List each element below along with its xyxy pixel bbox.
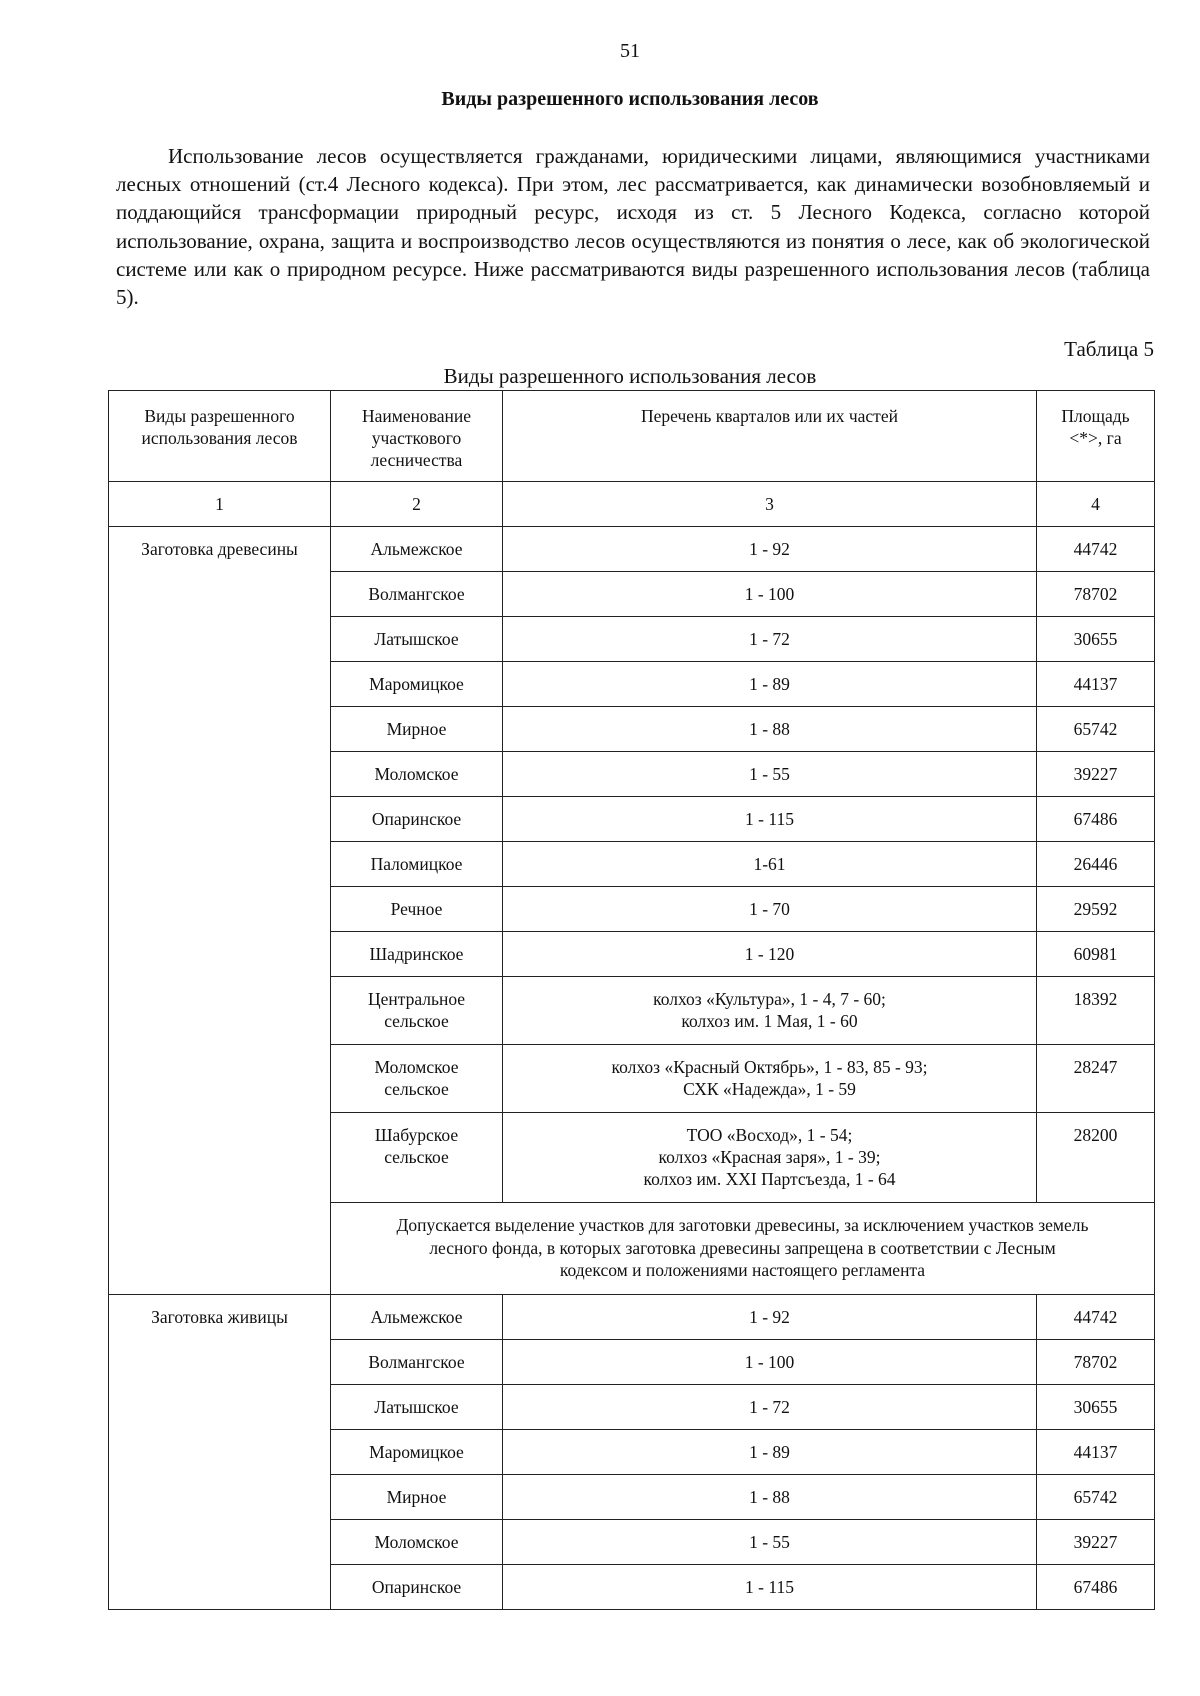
forestry-cell	[331, 1045, 503, 1113]
area-cell: 29592	[1037, 887, 1155, 932]
quarters-cell-line: колхоз «Культура», 1 - 4, 7 - 60;	[653, 989, 886, 1009]
quarters-cell	[503, 1475, 1037, 1520]
page-number: 51	[620, 40, 640, 62]
column-number-cell: 3	[503, 482, 1037, 527]
quarters-cell	[503, 932, 1037, 977]
quarters-cell-line: 1 - 120	[744, 944, 795, 964]
area-cell: 67486	[1037, 797, 1155, 842]
forestry-cell-line: Волмангское	[368, 584, 465, 604]
area-cell: 65742	[1037, 1475, 1155, 1520]
forestry-cell-line: Маромицкое	[369, 1442, 464, 1462]
forestry-cell	[331, 572, 503, 617]
forestry-cell-line: Моломское	[374, 764, 459, 784]
forestry-cell	[331, 707, 503, 752]
forestry-cell-line: Паломицкое	[370, 854, 463, 874]
quarters-cell-line: колхоз им. XXI Партсъезда, 1 - 64	[643, 1169, 896, 1189]
quarters-cell-line: колхоз «Красная заря», 1 - 39;	[658, 1147, 881, 1167]
quarters-cell-line: 1 - 89	[749, 1442, 790, 1462]
forestry-cell-line: Центральное	[367, 989, 466, 1009]
note-cell-line: лесного фонда, в которых заготовка древесины запрещена в соответствии с Лесным	[429, 1237, 1056, 1258]
quarters-cell	[503, 977, 1037, 1045]
forestry-cell	[331, 527, 503, 572]
quarters-cell	[503, 527, 1037, 572]
area-cell: 44742	[1037, 1295, 1155, 1340]
area-cell: 26446	[1037, 842, 1155, 887]
quarters-cell-line: колхоз «Красный Октябрь», 1 - 83, 85 - 93;	[611, 1057, 928, 1077]
quarters-cell-line: 1 - 88	[749, 1487, 790, 1507]
forestry-cell-line: Альмежское	[370, 539, 463, 559]
quarters-cell	[503, 797, 1037, 842]
quarters-cell	[503, 842, 1037, 887]
forestry-cell	[331, 1565, 503, 1610]
use-type-cell: Заготовка живицы	[109, 1295, 331, 1610]
header-cell	[503, 391, 1037, 482]
quarters-cell	[503, 1385, 1037, 1430]
header-cell-line: использования лесов	[141, 428, 298, 448]
table-caption: Виды разрешенного использования лесов	[443, 364, 817, 388]
intro-paragraph: Использование лесов осуществляется гражданами, юридическими лицами, являющимися участниками лесных отношений (ст.4 Лесного кодекса). При этом, лес рассматривается, как динамически возобновляемый и поддающийся трансформации природный ресурс, исходя из ст. 5 Лесного Кодекса, согласно которой использование, охрана, защита и воспроизводство лесов осуществляются из понятия о лесе, как об экологической системе или как о природном ресурсе. Ниже рассматриваются виды разрешенного использования лесов (таблица 5).	[116, 144, 1150, 310]
quarters-cell	[503, 1520, 1037, 1565]
forestry-cell-line: Опаринское	[371, 809, 462, 829]
forestry-cell-line: Мирное	[386, 719, 447, 739]
forestry-cell-line: Мирное	[386, 1487, 447, 1507]
forestry-cell	[331, 662, 503, 707]
quarters-cell-line: 1-61	[753, 854, 786, 874]
forestry-cell-line: Волмангское	[368, 1352, 465, 1372]
header-cell	[1037, 391, 1155, 482]
forestry-cell	[331, 1295, 503, 1340]
forestry-cell-line: сельское	[384, 1079, 449, 1099]
area-cell: 67486	[1037, 1565, 1155, 1610]
forest-use-table	[108, 390, 1155, 1610]
forestry-cell-line: Маромицкое	[369, 674, 464, 694]
quarters-cell-line: СХК «Надежда», 1 - 59	[683, 1079, 856, 1099]
quarters-cell	[503, 1295, 1037, 1340]
quarters-cell	[503, 707, 1037, 752]
quarters-cell-line: 1 - 70	[749, 899, 790, 919]
section-title: Виды разрешенного использования лесов	[441, 88, 819, 110]
header-cell-line: Виды разрешенного	[144, 406, 295, 426]
quarters-cell-line: 1 - 72	[749, 629, 790, 649]
forestry-cell-line: Моломское	[374, 1057, 459, 1077]
forestry-cell	[331, 842, 503, 887]
area-cell: 39227	[1037, 1520, 1155, 1565]
quarters-cell-line: 1 - 89	[749, 674, 790, 694]
forestry-cell-line: Моломское	[374, 1532, 459, 1552]
quarters-cell-line: ТОО «Восход», 1 - 54;	[686, 1125, 853, 1145]
quarters-cell-line: 1 - 100	[744, 584, 795, 604]
header-cell-line: лесничества	[370, 450, 463, 470]
table-row	[109, 1295, 1155, 1340]
area-cell: 78702	[1037, 572, 1155, 617]
column-number-row	[109, 482, 1155, 527]
forestry-cell	[331, 1340, 503, 1385]
quarters-cell-line: 1 - 88	[749, 719, 790, 739]
area-cell: 78702	[1037, 1340, 1155, 1385]
forestry-cell-line: сельское	[384, 1011, 449, 1031]
quarters-cell-line: 1 - 100	[744, 1352, 795, 1372]
quarters-cell-line: 1 - 115	[745, 1577, 794, 1597]
quarters-cell	[503, 1430, 1037, 1475]
quarters-cell-line: 1 - 55	[749, 764, 790, 784]
area-cell: 65742	[1037, 707, 1155, 752]
area-cell: 44742	[1037, 527, 1155, 572]
quarters-cell	[503, 617, 1037, 662]
area-cell: 28200	[1037, 1113, 1155, 1203]
forestry-cell-line: Альмежское	[370, 1307, 463, 1327]
area-cell: 39227	[1037, 752, 1155, 797]
forestry-cell	[331, 752, 503, 797]
forestry-cell	[331, 1430, 503, 1475]
table-row	[109, 527, 1155, 572]
header-cell	[331, 391, 503, 482]
forestry-cell-line: Шадринское	[369, 944, 464, 964]
quarters-cell-line: 1 - 55	[749, 1532, 790, 1552]
forestry-cell-line: Шабурское	[374, 1125, 459, 1145]
note-cell-line: Допускается выделение участков для заготовки древесины, за исключением участков земель	[396, 1215, 1089, 1235]
table-header-row	[109, 391, 1155, 482]
area-cell: 60981	[1037, 932, 1155, 977]
quarters-cell	[503, 572, 1037, 617]
forestry-cell	[331, 1385, 503, 1430]
header-cell-line: Наименование	[361, 406, 472, 426]
forestry-cell-line: Речное	[390, 899, 443, 919]
quarters-cell	[503, 752, 1037, 797]
quarters-cell	[503, 1113, 1037, 1203]
use-type-cell: Заготовка древесины	[109, 527, 331, 1295]
quarters-cell	[503, 1045, 1037, 1113]
forestry-cell-line: Опаринское	[371, 1577, 462, 1597]
column-number-cell: 1	[109, 482, 331, 527]
column-number-cell: 2	[331, 482, 503, 527]
forestry-cell-line: сельское	[384, 1147, 449, 1167]
forestry-cell	[331, 887, 503, 932]
forestry-cell	[331, 617, 503, 662]
forestry-cell	[331, 797, 503, 842]
forestry-cell	[331, 1113, 503, 1203]
forestry-cell	[331, 977, 503, 1045]
quarters-cell	[503, 887, 1037, 932]
note-cell	[331, 1203, 1155, 1295]
area-cell: 44137	[1037, 662, 1155, 707]
area-cell: 28247	[1037, 1045, 1155, 1113]
forestry-cell	[331, 1520, 503, 1565]
quarters-cell-line: 1 - 115	[745, 809, 794, 829]
forestry-cell-line: Латышское	[374, 1397, 459, 1417]
header-cell	[109, 391, 331, 482]
area-cell: 30655	[1037, 1385, 1155, 1430]
forestry-cell	[331, 1475, 503, 1520]
note-cell-line: кодексом и положениями настоящего регламента	[559, 1260, 926, 1280]
header-cell-line: Перечень кварталов или их частей	[641, 406, 898, 426]
table-label: Таблица 5	[1064, 337, 1154, 361]
area-cell: 18392	[1037, 977, 1155, 1045]
area-cell: 44137	[1037, 1430, 1155, 1475]
column-number-cell: 4	[1037, 482, 1155, 527]
quarters-cell-line: колхоз им. 1 Мая, 1 - 60	[681, 1011, 858, 1031]
quarters-cell	[503, 1340, 1037, 1385]
forestry-cell-line: Латышское	[374, 629, 459, 649]
quarters-cell-line: 1 - 92	[749, 1307, 790, 1327]
header-cell-line: участкового	[371, 428, 462, 448]
forestry-cell	[331, 932, 503, 977]
header-cell-line: <*>, га	[1069, 428, 1122, 448]
quarters-cell-line: 1 - 72	[749, 1397, 790, 1417]
quarters-cell	[503, 662, 1037, 707]
area-cell: 30655	[1037, 617, 1155, 662]
header-cell-line: Площадь	[1061, 406, 1130, 426]
quarters-cell	[503, 1565, 1037, 1610]
quarters-cell-line: 1 - 92	[749, 539, 790, 559]
